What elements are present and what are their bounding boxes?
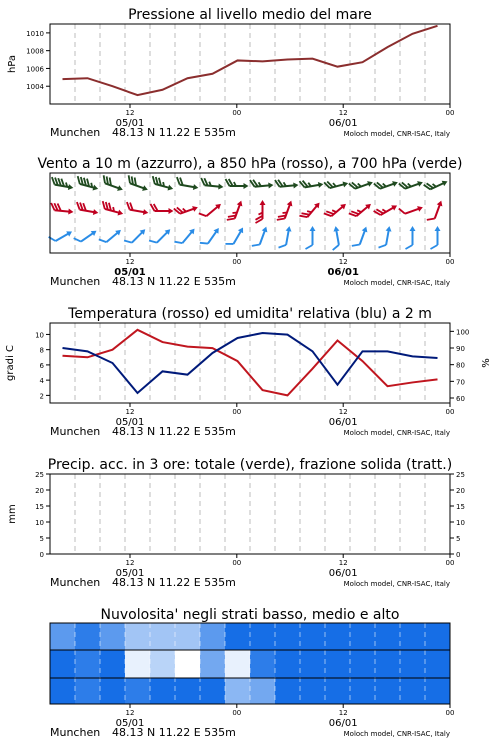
pressure-y-label: hPa — [7, 54, 18, 74]
barb-shaft — [234, 230, 242, 244]
cloud-cell-basso — [250, 678, 276, 704]
wind-barb — [256, 200, 266, 223]
barb-head — [318, 181, 324, 188]
wind-barb — [99, 225, 123, 247]
date-label: 06/01 — [328, 118, 358, 129]
location-coords: 48.13 N 11.22 E 535m — [112, 275, 236, 288]
x-tick-label: 12 — [125, 408, 135, 416]
wind-barb — [275, 178, 299, 190]
x-tick-label: 00 — [232, 559, 242, 567]
barb-head — [417, 204, 424, 211]
barb-shaft — [336, 229, 339, 245]
wind-barb — [199, 199, 223, 221]
wind-barb — [225, 224, 245, 249]
y-tick-label: 10 — [35, 519, 44, 527]
wind-barb — [299, 177, 323, 191]
x-tick-label: 00 — [445, 559, 455, 567]
x-tick-label: 12 — [338, 258, 348, 266]
wind-footer — [50, 275, 450, 288]
barb-shaft — [435, 203, 440, 218]
cloud-cell-basso — [200, 678, 226, 704]
precip-footer — [50, 576, 450, 589]
x-tick-label: 12 — [125, 109, 135, 117]
cloud-cell-basso — [175, 678, 201, 704]
barb-feather — [431, 245, 438, 249]
location-name: Munchen — [50, 275, 101, 288]
barb-shaft — [81, 232, 94, 241]
x-tick-label: 12 — [125, 559, 135, 567]
wind-barb — [175, 177, 199, 191]
wind-barb — [174, 224, 196, 248]
wind-barb — [379, 225, 393, 249]
barb-head — [169, 208, 174, 214]
cloud-cell-alto — [225, 623, 251, 650]
barb-head — [237, 200, 244, 207]
wind-barb — [75, 202, 99, 216]
cloud-cell-alto — [75, 623, 101, 650]
barb-head — [286, 226, 293, 232]
barb-feather — [306, 245, 313, 249]
barb-head — [218, 184, 224, 190]
y-tick-label-right: 10 — [456, 519, 465, 527]
wind-barb — [279, 225, 293, 249]
cloud-cell-medio — [100, 650, 126, 678]
wind-barb — [374, 176, 399, 193]
barb-head — [117, 185, 124, 192]
y-tick-label: 0 — [39, 551, 44, 559]
cloud-cell-alto — [275, 623, 301, 650]
barb-shaft — [405, 208, 420, 213]
y-tick-label: 1008 — [26, 47, 44, 56]
barb-head — [66, 229, 73, 237]
date-label: 05/01 — [115, 568, 145, 579]
pressure-chart-title: Pressione al livello medio del mare — [128, 7, 372, 23]
wind-barb — [252, 224, 269, 249]
wind-barb — [406, 226, 416, 249]
wind-barb — [50, 177, 74, 191]
wind-barb — [349, 176, 374, 193]
barb-feather — [406, 245, 413, 249]
x-tick-label: 00 — [232, 109, 242, 117]
cloud-cell-medio — [150, 650, 176, 678]
wind-barb — [399, 201, 424, 218]
wind-barb — [424, 175, 449, 194]
temp-humidity-panel — [5, 306, 492, 438]
barb-head — [93, 185, 99, 192]
y-tick-label: 8 — [39, 346, 44, 355]
x-tick-label: 12 — [125, 709, 135, 717]
y-tick-label-right: 5 — [456, 535, 461, 543]
precip-gridlines — [75, 474, 425, 554]
wind-barb — [349, 199, 373, 221]
cloud-cell-alto — [250, 623, 276, 650]
cloud-cell-basso — [300, 678, 326, 704]
cloud-cell-alto — [325, 623, 351, 650]
wind-barb — [100, 201, 125, 217]
y-tick-label: 1004 — [26, 83, 44, 92]
cloud-cell-basso — [425, 678, 451, 704]
barb-head — [392, 179, 399, 186]
location-coords: 48.13 N 11.22 E 535m — [112, 576, 236, 589]
location-coords: 48.13 N 11.22 E 535m — [112, 726, 236, 739]
barb-head — [442, 179, 449, 187]
barb-feather — [427, 216, 435, 222]
cloud-cell-medio — [75, 650, 101, 678]
x-tick-label: 00 — [232, 258, 242, 266]
date-label: 06/01 — [328, 417, 358, 428]
wind-barb — [124, 224, 147, 247]
barb-head — [192, 204, 199, 211]
barb-feather — [379, 244, 387, 249]
date-label: 05/01 — [115, 718, 145, 729]
cloud-cell-medio — [200, 650, 226, 678]
cloud-cell-medio — [400, 650, 426, 678]
cloud-cell-medio — [250, 650, 276, 678]
temp-chart-title: Temperatura (rosso) ed umidita' relativa (blu) a 2 m — [68, 306, 432, 322]
barb-shaft — [260, 229, 265, 244]
cloud-cell-alto — [425, 623, 451, 650]
barb-feather — [225, 240, 233, 247]
wind-barb — [151, 204, 174, 214]
wind-barb — [200, 224, 221, 249]
cloud-cell-medio — [50, 650, 76, 678]
y-tick-label: 15 — [35, 503, 44, 511]
wind-barb — [125, 202, 149, 216]
barb-head — [143, 209, 149, 216]
barb-shaft — [157, 231, 168, 242]
wind-barb — [227, 198, 244, 223]
barb-shaft — [206, 206, 218, 216]
wind-barb — [352, 224, 369, 249]
barb-head — [293, 182, 299, 188]
precip-y-label: mm — [7, 504, 18, 524]
barb-head — [367, 179, 374, 186]
wind-barbs — [49, 175, 449, 250]
y-tick-label-right: 90 — [456, 345, 465, 353]
barb-head — [417, 179, 424, 186]
y-tick-label-right: 100 — [456, 328, 470, 337]
date-label: 05/01 — [115, 417, 145, 428]
barb-head — [93, 209, 99, 216]
wind-barb — [306, 226, 316, 249]
wind-barb — [324, 176, 349, 192]
cloud-cell-alto — [175, 623, 201, 650]
model-credit: Moloch model, CNR-ISAC, Italy — [343, 130, 450, 138]
cloud-cell-basso — [50, 678, 76, 704]
cloud-panel — [50, 607, 454, 739]
barb-head — [68, 184, 74, 191]
barb-head — [310, 226, 316, 231]
barb-head — [168, 185, 174, 192]
barb-head — [262, 226, 269, 233]
cloud-cell-alto — [350, 623, 376, 650]
cloud-cell-medio — [375, 650, 401, 678]
cloud-cell-basso — [75, 678, 101, 704]
humidity-y-label: % — [481, 358, 492, 368]
cloud-cell-basso — [100, 678, 126, 704]
cloud-cell-medio — [325, 650, 351, 678]
barb-head — [333, 226, 340, 232]
wind-panel — [37, 156, 462, 288]
barb-head — [260, 200, 266, 205]
humidity-y-axis — [450, 328, 469, 403]
barb-shaft — [286, 229, 289, 245]
x-tick-label: 12 — [338, 559, 348, 567]
model-credit: Moloch model, CNR-ISAC, Italy — [343, 279, 450, 287]
precip-y-axis-right — [450, 471, 465, 559]
barb-head — [435, 226, 441, 231]
y-tick-label: 2 — [39, 392, 44, 401]
y-tick-label-right: 60 — [456, 395, 465, 403]
cloud-cell-basso — [225, 678, 251, 704]
wind-barb — [75, 176, 100, 192]
barb-head — [362, 226, 369, 233]
x-tick-label: 00 — [445, 408, 455, 416]
barb-shaft — [360, 229, 365, 244]
cloud-cell-alto — [125, 623, 151, 650]
barb-shaft — [182, 231, 192, 243]
cloud-cell-medio — [425, 650, 451, 678]
barb-head — [238, 226, 246, 233]
date-label: 05/01 — [114, 267, 146, 278]
cloud-cell-medio — [350, 650, 376, 678]
barb-head — [391, 203, 398, 211]
x-tick-label: 12 — [338, 709, 348, 717]
cloud-cell-medio — [300, 650, 326, 678]
y-tick-label-right: 0 — [456, 551, 461, 559]
cloud-cell-alto — [200, 623, 226, 650]
wind-barb — [100, 175, 125, 192]
cloud-cell-medio — [175, 650, 201, 678]
cloud-cell-alto — [150, 623, 176, 650]
cloud-cell-basso — [275, 678, 301, 704]
barb-feather — [332, 245, 340, 250]
y-tick-label: 10 — [35, 331, 44, 340]
temp-y-axis — [35, 331, 50, 400]
wind-barb — [150, 176, 175, 192]
pressure-y-axis — [26, 30, 50, 91]
location-name: Munchen — [50, 126, 101, 139]
barb-head — [343, 180, 349, 187]
wind-barb — [250, 178, 274, 190]
barb-feather — [279, 244, 287, 249]
cloud-cell-basso — [150, 678, 176, 704]
wind-barb — [74, 225, 99, 246]
barb-shaft — [56, 233, 70, 241]
wind-barb — [431, 226, 441, 249]
date-label: 05/01 — [115, 118, 145, 129]
y-tick-label: 1006 — [26, 65, 44, 74]
barb-shaft — [208, 230, 217, 243]
date-label: 06/01 — [327, 267, 359, 278]
x-tick-label: 00 — [232, 408, 242, 416]
x-tick-label: 12 — [338, 109, 348, 117]
y-tick-label: 6 — [39, 361, 44, 370]
wind-barb — [50, 203, 74, 215]
barb-head — [68, 209, 74, 215]
barb-shaft — [132, 231, 143, 242]
y-tick-label-right: 15 — [456, 503, 465, 511]
cloud-cell-alto — [100, 623, 126, 650]
cloud-cell-basso — [350, 678, 376, 704]
y-tick-label: 20 — [35, 487, 44, 495]
cloud-footer — [50, 726, 450, 739]
temp-y-label: gradi C — [5, 345, 16, 381]
precip-y-axis — [35, 471, 50, 559]
wind-barb — [125, 175, 150, 192]
pressure-footer — [50, 126, 450, 139]
cloud-cell-medio — [125, 650, 151, 678]
cloud-cell-basso — [375, 678, 401, 704]
precip-chart-title: Precip. acc. in 3 ore: totale (verde), frazione solida (tratt.) — [47, 457, 453, 473]
barb-head — [118, 210, 124, 217]
x-tick-label: 00 — [232, 709, 242, 717]
barb-shaft — [386, 229, 389, 245]
wind-barb — [49, 225, 74, 245]
barb-head — [268, 182, 274, 188]
y-tick-label: 4 — [39, 377, 44, 386]
barb-feather — [252, 242, 260, 248]
temp-footer — [50, 425, 450, 438]
wind-chart-title: Vento a 10 m (azzurro), a 850 hPa (rosso), a 700 hPa (verde) — [37, 156, 463, 172]
wind-barb — [427, 198, 444, 223]
model-credit: Moloch model, CNR-ISAC, Italy — [343, 580, 450, 588]
barb-head — [142, 185, 149, 192]
wind-barb — [174, 201, 199, 218]
wind-barb — [226, 179, 249, 189]
x-tick-label: 00 — [445, 258, 455, 266]
y-tick-label-right: 20 — [456, 487, 465, 495]
y-tick-label: 1010 — [26, 29, 44, 38]
date-label: 06/01 — [328, 568, 358, 579]
location-name: Munchen — [50, 726, 101, 739]
wind-barb — [149, 224, 172, 247]
y-tick-label-right: 70 — [456, 378, 465, 387]
x-tick-label: 12 — [125, 258, 135, 266]
cloud-cell-medio — [225, 650, 251, 678]
location-name: Munchen — [50, 425, 101, 438]
barb-feather — [352, 242, 360, 248]
barb-head — [193, 184, 199, 191]
barb-head — [410, 226, 416, 231]
location-coords: 48.13 N 11.22 E 535m — [112, 126, 236, 139]
wind-barb — [324, 199, 348, 221]
y-tick-label: 5 — [39, 535, 44, 543]
barb-shaft — [106, 232, 118, 242]
date-label: 06/01 — [328, 718, 358, 729]
x-tick-label: 12 — [338, 408, 348, 416]
x-tick-label: 00 — [445, 709, 455, 717]
location-coords: 48.13 N 11.22 E 535m — [112, 425, 236, 438]
barb-head — [287, 200, 294, 207]
cloud-cell-alto — [400, 623, 426, 650]
model-credit: Moloch model, CNR-ISAC, Italy — [343, 730, 450, 738]
barb-feather — [174, 239, 182, 247]
cloud-chart-title: Nuvolosita' negli strati basso, medio e alto — [100, 607, 400, 623]
cloud-cell-basso — [400, 678, 426, 704]
y-tick-label-right: 80 — [456, 361, 465, 370]
cloud-cell-alto — [50, 623, 76, 650]
wind-barb — [277, 198, 294, 223]
y-tick-label: 25 — [35, 471, 44, 479]
cloud-cell-basso — [125, 678, 151, 704]
barb-head — [437, 200, 444, 207]
cloud-cell-alto — [300, 623, 326, 650]
wind-barb — [200, 178, 224, 190]
model-credit: Moloch model, CNR-ISAC, Italy — [343, 429, 450, 437]
wind-barb — [299, 198, 321, 222]
y-tick-label-right: 25 — [456, 471, 465, 479]
precip-panel — [7, 457, 465, 589]
barb-feather — [200, 240, 208, 247]
wind-barb — [374, 199, 399, 219]
pressure-panel — [7, 7, 454, 139]
cloud-cell-medio — [275, 650, 301, 678]
x-tick-label: 00 — [445, 109, 455, 117]
wind-barb — [399, 176, 424, 193]
barb-head — [386, 226, 393, 232]
location-name: Munchen — [50, 576, 101, 589]
cloud-cell-basso — [325, 678, 351, 704]
cloud-cell-alto — [375, 623, 401, 650]
wind-barb — [329, 226, 343, 250]
barb-head — [244, 183, 249, 189]
